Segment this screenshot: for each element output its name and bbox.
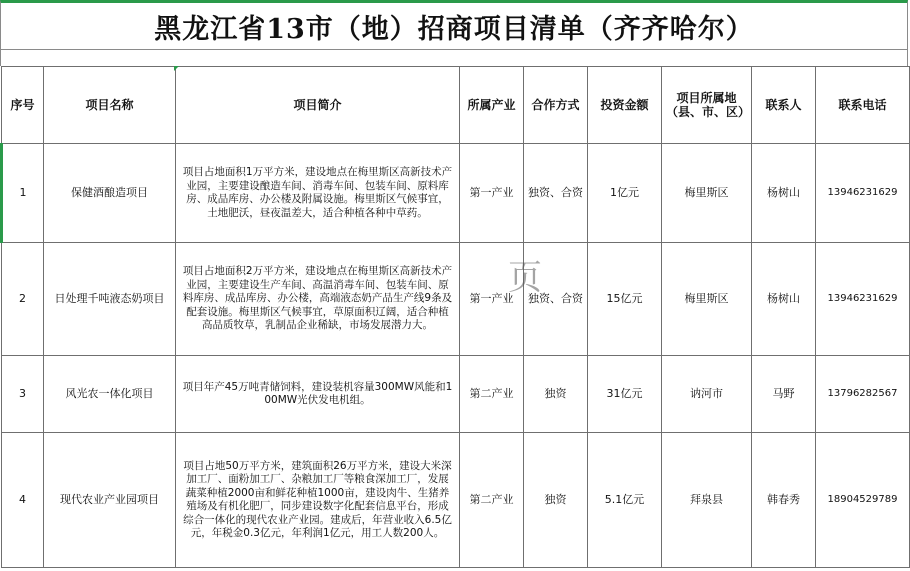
header-industry[interactable]: 所属产业 xyxy=(460,67,524,144)
project-table xyxy=(0,66,910,568)
cell-coop[interactable]: 独资、合资 xyxy=(524,243,588,356)
cell-location[interactable]: 拜泉县 xyxy=(662,433,752,568)
cell-phone[interactable]: 18904529789 xyxy=(816,433,910,568)
header-contact[interactable]: 联系人 xyxy=(752,67,816,144)
header-name[interactable]: 项目名称 xyxy=(44,67,176,144)
cell-location[interactable]: 梅里斯区 xyxy=(662,144,752,243)
cell-contact[interactable]: 杨树山 xyxy=(752,144,816,243)
cell-industry[interactable]: 第二产业 xyxy=(460,433,524,568)
cell-amount[interactable]: 1亿元 xyxy=(588,144,662,243)
cell-location[interactable]: 梅里斯区 xyxy=(662,243,752,356)
cell-coop[interactable]: 独资 xyxy=(524,433,588,568)
cell-comment-indicator xyxy=(174,66,179,71)
table-row xyxy=(2,243,910,356)
cell-seq[interactable]: 2 xyxy=(2,243,44,356)
cell-amount[interactable]: 15亿元 xyxy=(588,243,662,356)
cell-name[interactable]: 日处理千吨液态奶项目 xyxy=(44,243,176,356)
cell-intro[interactable]: 项目年产45万吨青储饲料，建设装机容量300MW风能和100MW光伏发电机组。 xyxy=(176,356,460,433)
header-coop[interactable]: 合作方式 xyxy=(524,67,588,144)
cell-coop[interactable]: 独资、合资 xyxy=(524,144,588,243)
cell-phone[interactable]: 13946231629 xyxy=(816,144,910,243)
cell-phone[interactable]: 13946231629 xyxy=(816,243,910,356)
cell-intro[interactable]: 项目占地50万平方米，建筑面积26万平方米，建设大米深加工厂、面粉加工厂、杂粮加工厂等粮食深加工厂，发展蔬菜种植2000亩和鲜花种植1000亩，建设肉牛、生猪养殖场及有机化肥厂，同步建设数字化配套信息平台，形成综合一体化的现代农业产业园。建成后，年营业收入6.5亿元，年税金0.3亿元，年利润1亿元，用工人数200人。 xyxy=(176,433,460,568)
sheet-title: 黑龙江省13市（地）招商项目清单（齐齐哈尔） xyxy=(0,0,908,50)
header-phone[interactable]: 联系电话 xyxy=(816,67,910,144)
cell-name[interactable]: 风光农一体化项目 xyxy=(44,356,176,433)
blank-row xyxy=(0,50,908,66)
cell-seq[interactable]: 4 xyxy=(2,433,44,568)
cell-name[interactable]: 保健酒酿造项目 xyxy=(44,144,176,243)
cell-industry[interactable]: 第二产业 xyxy=(460,356,524,433)
cell-contact[interactable]: 韩春秀 xyxy=(752,433,816,568)
header-row xyxy=(2,67,910,144)
cell-intro[interactable]: 项目占地面积2万平方米，建设地点在梅里斯区高新技术产业园，主要建设生产车间、高温消毒车间、包装车间、原料库房、成品库房、办公楼，高端液态奶产品生产线9条及配套设施。梅里斯区气候事宜，草原面积辽阔，适合种植高品质牧草，乳制品企业稀缺，市场发展潜力大。 xyxy=(176,243,460,356)
cell-industry[interactable]: 第一产业 xyxy=(460,243,524,356)
cell-contact[interactable]: 马野 xyxy=(752,356,816,433)
header-intro[interactable]: 项目简介 xyxy=(176,67,460,144)
cell-contact[interactable]: 杨树山 xyxy=(752,243,816,356)
table-row xyxy=(2,356,910,433)
cell-coop[interactable]: 独资 xyxy=(524,356,588,433)
header-location[interactable]: 项目所属地（县、市、区） xyxy=(662,67,752,144)
header-amount[interactable]: 投资金额 xyxy=(588,67,662,144)
cell-amount[interactable]: 5.1亿元 xyxy=(588,433,662,568)
table-row xyxy=(2,433,910,568)
cell-name[interactable]: 现代农业产业园项目 xyxy=(44,433,176,568)
watermark-text: 页 xyxy=(508,258,542,298)
header-seq[interactable]: 序号 xyxy=(2,67,44,144)
cell-phone[interactable]: 13796282567 xyxy=(816,356,910,433)
cell-seq[interactable]: 1 xyxy=(2,144,44,243)
cell-location[interactable]: 讷河市 xyxy=(662,356,752,433)
cell-amount[interactable]: 31亿元 xyxy=(588,356,662,433)
cell-seq[interactable]: 3 xyxy=(2,356,44,433)
table-row xyxy=(2,144,910,243)
cell-intro[interactable]: 项目占地面积1万平方米，建设地点在梅里斯区高新技术产业园，主要建设酿造车间、消毒车间、包装车间、原料库房、成品库房、办公楼及附属设施。梅里斯区气候事宜，土地肥沃，昼夜温差大，适合种植各种中草药。 xyxy=(176,144,460,243)
cell-industry[interactable]: 第一产业 xyxy=(460,144,524,243)
